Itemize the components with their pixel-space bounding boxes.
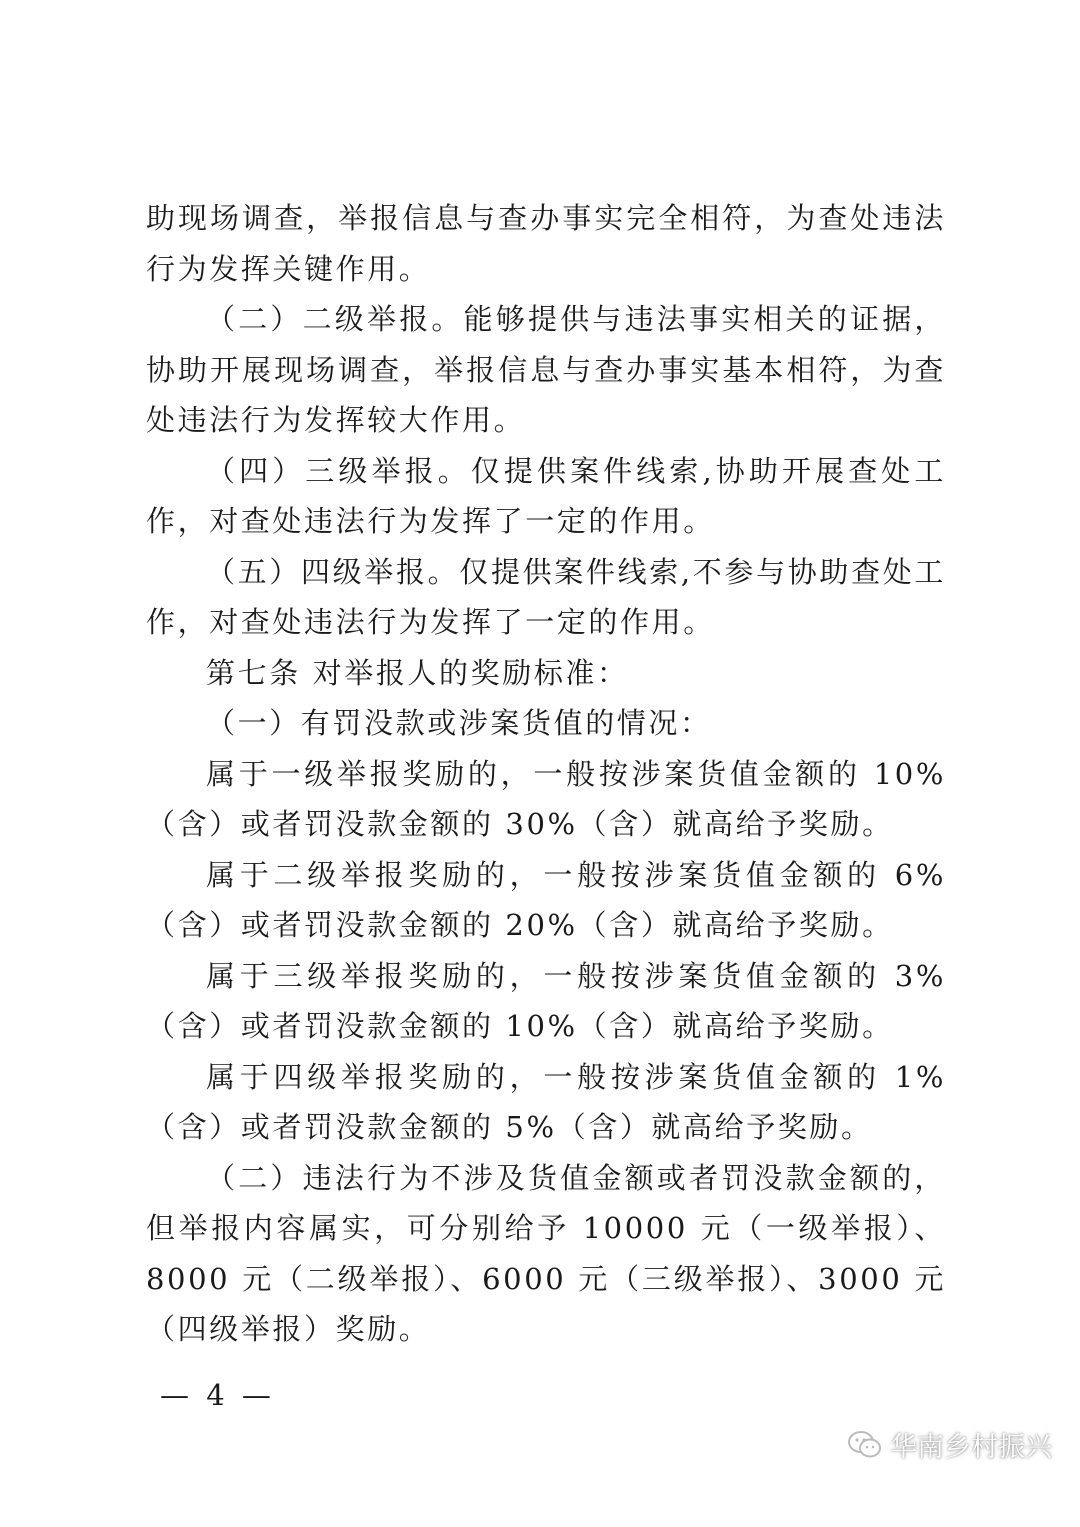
document-body <box>146 193 946 1355</box>
wechat-icon <box>848 1430 882 1460</box>
paragraph-continuation: 助现场调查，举报信息与查办事实完全相符，为查处违法行为发挥关键作用。 <box>146 201 946 286</box>
paragraph-reward-level-4: 属于四级举报奖励的，一般按涉案货值金额的 1%（含）或者罚没款金额的 5%（含）就高给予奖励。 <box>146 1059 946 1144</box>
paragraph-level-3-report: （四）三级举报。仅提供案件线索,协助开展查处工作，对查处违法行为发挥了一定的作用。 <box>146 453 946 538</box>
paragraph-level-4-report: （五）四级举报。仅提供案件线索,不参与协助查处工作，对查处违法行为发挥了一定的作用。 <box>146 554 946 639</box>
article-7-heading: 第七条 对举报人的奖励标准： <box>206 655 629 690</box>
paragraph-fixed-rewards: （二）违法行为不涉及货值金额或者罚没款金额的，但举报内容属实，可分别给予 10000 元（一级举报）、8000 元（二级举报）、6000 元（三级举报）、3000 元（四级举报）奖励。 <box>146 1160 946 1346</box>
paragraph-level-2-report: （二）二级举报。能够提供与违法事实相关的证据，协助开展现场调查，举报信息与查办事实基本相符，为查处违法行为发挥较大作用。 <box>146 302 946 437</box>
paragraph-reward-level-1: 属于一级举报奖励的，一般按涉案货值金额的 10%（含）或者罚没款金额的 30%（含）就高给予奖励。 <box>146 756 946 841</box>
page-number: — 4 — <box>160 1378 275 1412</box>
paragraph-reward-level-2: 属于二级举报奖励的，一般按涉案货值金额的 6%（含）或者罚没款金额的 20%（含）就高给予奖励。 <box>146 857 946 942</box>
watermark <box>848 1425 1052 1464</box>
paragraph-fine-cases: （一）有罚没款或涉案货值的情况： <box>206 706 712 740</box>
paragraph-reward-level-3: 属于三级举报奖励的，一般按涉案货值金额的 3%（含）或者罚没款金额的 10%（含）就高给予奖励。 <box>146 958 946 1043</box>
watermark-text: 华南乡村振兴 <box>890 1432 1052 1463</box>
